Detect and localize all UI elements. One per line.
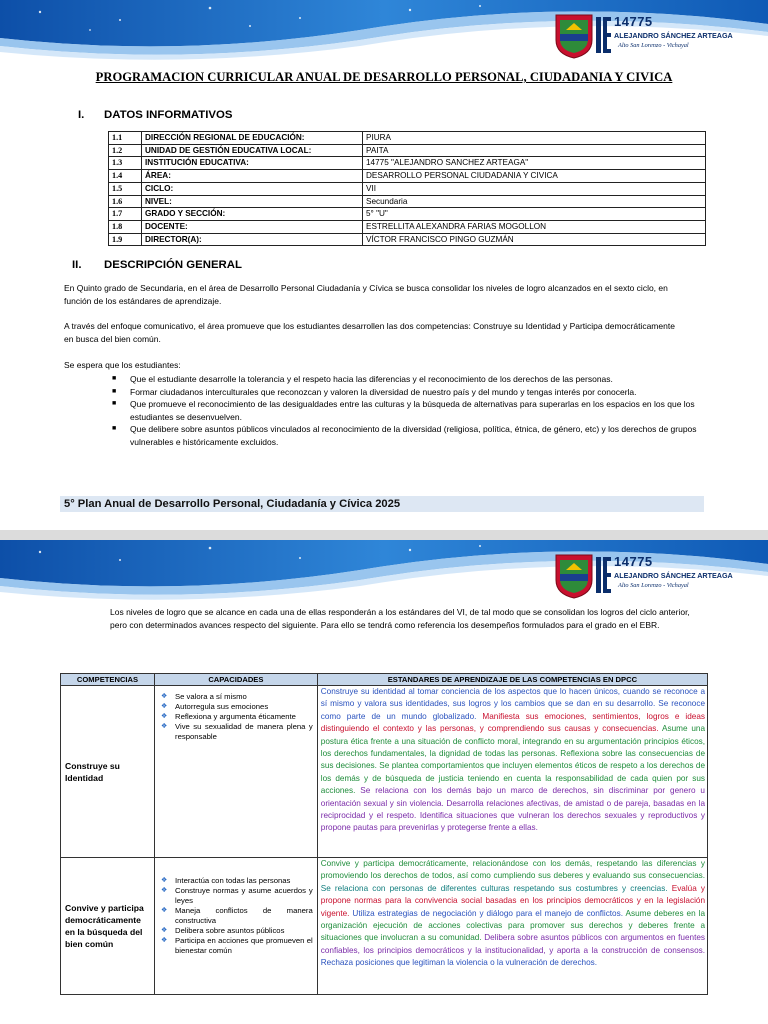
column-header-competencias: COMPETENCIAS [61,674,155,686]
competence-name: Construye su Identidad [61,686,155,858]
table-row [109,170,706,183]
standard-text-segment: Evalúa y propone normas para la convivencia social basadas en los principios democráticos y en la legislación vigente. [320,883,706,918]
table-row [109,195,706,208]
capacity-item: ❖ Vive su sexualidad de manera plena y responsable [159,722,313,742]
description-paragraph-2: A través del enfoque comunicativo, el área promueve que los estudiantes desarrollen las dos competencias: Construye su Identidad y Participa democráticamente en busca del bien común. [64,321,675,344]
row-number: 1.1 [109,132,142,145]
row-number: 1.7 [109,208,142,221]
field-value: VÍCTOR FRANCISCO PINGO GUZMÁN [363,233,706,246]
capacities-cell [155,858,318,995]
field-label: ÁREA: [142,170,363,183]
standard-text-segment: Manifiesta sus emociones, sentimientos, logros e ideas distinguiendo el contexto y las personas, y comprendiendo sus causas y consecuencias. [320,711,705,734]
standard-text-segment: Convive y participa democráticamente, relacionándose con los demás, respetando las diferencias y promoviendo los derechos de todos, así como cumpliendo sus deberes y evaluando sus consecuencias. [320,859,705,881]
field-label: CICLO: [142,182,363,195]
competencias-table [60,673,708,995]
capacity-item: ❖ Maneja conflictos de manera constructiva [159,906,313,926]
table-row [109,208,706,221]
document-page-2 [0,540,768,1024]
logo-school-name: ALEJANDRO SÁNCHEZ ARTEAGA [614,571,733,580]
field-value: VII [363,182,706,195]
list-item: ■ Que promueve el reconocimiento de las desigualdades entre las culturas y la búsqueda de alternativas para superarlas en los espacios en los que los estudiantes se desenvuelven. [112,398,712,423]
field-value: DESARROLLO PERSONAL CIUDADANIA Y CIVICA [363,170,706,183]
section-number: I. [78,109,85,121]
document-title: PROGRAMACION CURRICULAR ANUAL DE DESARROLLO PERSONAL, CIUDADANIA Y CIVICA [95,70,673,84]
standards-cell [317,686,707,858]
logo-place: Alto San Lorenzo - Vichayal [618,582,689,589]
row-number: 1.9 [109,233,142,246]
table-row [109,157,706,170]
row-number: 1.2 [109,144,142,157]
standard-text-segment: Asume deberes en la organización ejecución de acciones colectivas para promover sus derechos y deberes frente a situaciones que involucran a su comunidad. [320,908,706,943]
row-number: 1.3 [109,157,142,170]
capacities-list [159,876,313,956]
field-label: INSTITUCIÓN EDUCATIVA: [142,157,363,170]
field-label: UNIDAD DE GESTIÓN EDUCATIVA LOCAL: [142,144,363,157]
table-row [109,182,706,195]
section-title: DESCRIPCIÓN GENERAL [104,259,242,271]
section-heading-datos [78,109,232,121]
field-value: 14775 "ALEJANDRO SANCHEZ ARTEAGA" [363,157,706,170]
row-number: 1.6 [109,195,142,208]
logo-number: 14775 [614,14,653,29]
row-number: 1.5 [109,182,142,195]
capacity-item: ❖ Construye normas y asume acuerdos y leyes [159,886,313,906]
field-value: PAITA [363,144,706,157]
capacity-item: ❖ Reflexiona y argumenta éticamente [159,712,313,722]
standards-cell [317,858,707,995]
description-paragraph-3: Se espera que los estudiantes: [64,360,181,370]
list-item: ■ Que el estudiante desarrolle la tolerancia y el respeto hacia las diferencias y el reconocimiento de los derechos de las personas. [112,373,712,386]
standard-text-segment: Delibera sobre asuntos públicos con argumentos en fuentes confiables, los principios democráticos y la institucionalidad, y aporta a la construcción de consensos. [320,933,706,955]
table-row [109,144,706,157]
description-paragraph-1: En Quinto grado de Secundaria, en el área de Desarrollo Personal Ciudadanía y Cívica se busca consolidar los niveles de logro alcanzados en el sexto ciclo, en función de los estándares de aprendizaje. [64,283,668,306]
standard-text-segment: Se relaciona con personas de diferentes culturas respetando sus costumbres y creencias. [320,883,672,893]
field-label: GRADO Y SECCIÓN: [142,208,363,221]
capacity-item: ❖ Interactúa con todas las personas [159,876,313,886]
logo-place: Alto San Lorenzo - Vichayal [618,42,689,49]
table-row [109,220,706,233]
table-row [109,132,706,145]
list-item: ■ Que delibere sobre asuntos públicos vinculados al reconocimiento de la diversidad (religiosa, política, étnica, de género, etc) y los derechos de grupos vulnerables e históricamente excluidos. [112,423,712,448]
capacity-item: ❖ Delibera sobre asuntos públicos [159,926,313,936]
standard-text-segment: Rechaza posiciones que legitiman la violencia o la vulneración de derechos. [320,958,598,968]
school-logo [552,552,752,600]
logo-school-name: ALEJANDRO SÁNCHEZ ARTEAGA [614,31,733,40]
standard-text-segment: Utiliza estrategias de negociación y diálogo para el manejo de conflictos. [352,908,626,918]
column-header-estandares: ESTANDARES DE APRENDIZAJE DE LAS COMPETENCIAS EN DPCC [317,674,707,686]
capacity-item: ❖ Se valora a sí mismo [159,692,313,702]
school-logo [552,12,752,60]
table-row [109,233,706,246]
capacity-item: ❖ Autorregula sus emociones [159,702,313,712]
datos-informativos-table [108,131,706,246]
section-heading-descripcion [72,259,242,271]
section-title: DATOS INFORMATIVOS [104,109,233,121]
field-label: DIRECCIÓN REGIONAL DE EDUCACIÓN: [142,132,363,145]
list-item: ■ Formar ciudadanos interculturales que reconozcan y valoren la diversidad de nuestro país y del mundo y tengas interés por conocerla. [112,386,712,399]
field-value: PIURA [363,132,706,145]
page-separator [0,530,768,540]
objectives-list [112,373,712,448]
column-header-capacidades: CAPACIDADES [155,674,318,686]
capacity-item: ❖ Participa en acciones que promueven el bienestar común [159,936,313,956]
standard-text-segment: Asume una postura ética frente a una situación de conflicto moral, integrando en su argumentación principios éticos, los derechos fundamentales, la dignidad de todas las personas. Reflexiona sobre las consecuencias de sus decisiones. Se plantea comportamientos que incluyen elementos éticos de respeto a los derechos de los demás y de búsqueda de justicia teniendo en cuenta la responsabilidad de cada quien por sus acciones. [320,724,705,796]
field-label: DOCENTE: [142,220,363,233]
standard-text-segment: Construye su identidad al tomar conciencia de los aspectos que lo hacen únicos, cuando se reconoce a sí mismo y valora sus identidades, sus logros y los cambios que se dan en su desarrollo. Se reconoce como parte de un mundo globalizado. [320,687,705,721]
intro-paragraph: Los niveles de logro que se alcance en cada una de ellas responderán a los estándares del VI, de tal modo que se consolidan los logros del ciclo anterior, pero con determinados avances respecto del siguiente. Para ello se tendrá como referencia los desempeños formulados para el grado en el EBR. [110,607,690,630]
field-label: DIRECTOR(A): [142,233,363,246]
competence-name: Convive y participa democráticamente en la búsqueda del bien común [61,858,155,995]
field-value: ESTRELLITA ALEXANDRA FARIAS MOGOLLON [363,220,706,233]
capacities-cell [155,686,318,858]
standard-text-segment: Se relaciona con los demás bajo un marco de derechos, sin discriminar por genero u orientación sexual y sin violencia. Desarrolla relaciones afectivas, de amistad o de pareja, basadas en la reciprocidad y el respeto. Identifica situaciones que vulneran los derechos sexuales y reproductivos y propone pautas para prevenirlas y protegerse frente a ellas. [320,786,705,833]
row-number: 1.8 [109,220,142,233]
section-number: II. [72,259,82,271]
row-number: 1.4 [109,170,142,183]
field-value: 5° "U" [363,208,706,221]
table-row [61,686,708,858]
logo-number: 14775 [614,554,653,569]
capacities-list [159,692,313,742]
plan-title-bar: 5° Plan Anual de Desarrollo Personal, Ciudadanía y Cívica 2025 [60,496,704,512]
table-row [61,858,708,995]
field-label: NIVEL: [142,195,363,208]
field-value: Secundaria [363,195,706,208]
